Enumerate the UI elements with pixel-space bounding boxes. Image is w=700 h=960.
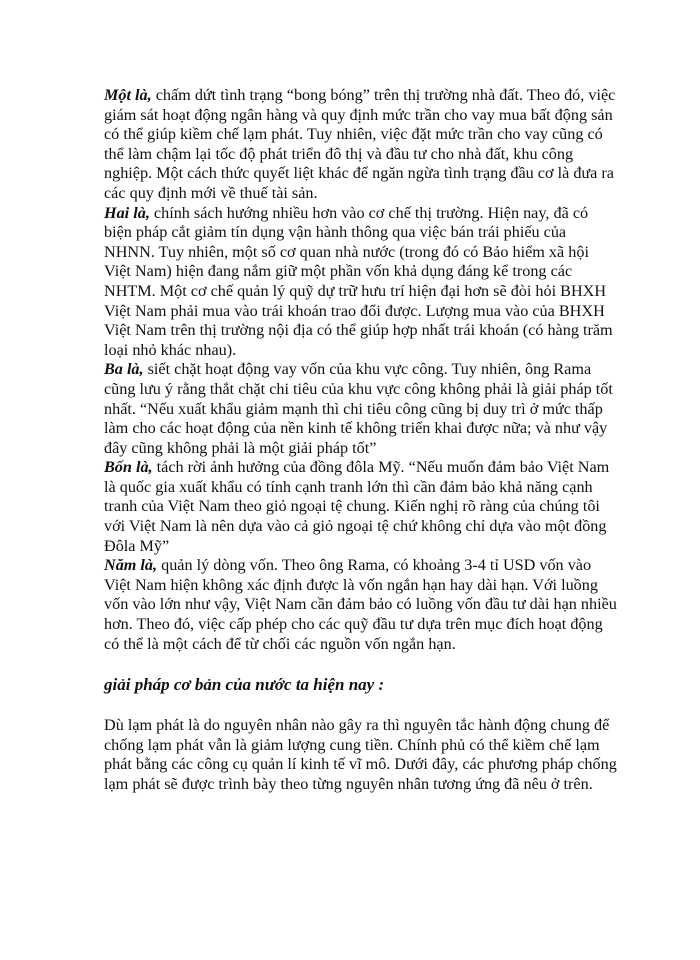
paragraph-lead: Bốn là, <box>104 458 153 477</box>
document-page <box>104 86 619 795</box>
paragraph-bon-la <box>104 458 619 556</box>
paragraph-text: tách rời ảnh hưởng của đồng đôla Mỹ. “Nếu muốn đảm bảo Việt Nam là quốc gia xuất khẩu có tính cạnh tranh lớn thì cần đảm bảo khả năng cạnh tranh của Việt Nam theo giỏ ngoại tệ chung. Kiến nghị rõ ràng của chúng tôi với Việt Nam là nên dựa vào cả giỏ ngoại tệ chứ không chỉ dựa vào một đồng Đôla Mỹ” <box>104 458 610 555</box>
section-paragraph: Dù lạm phát là do nguyên nhân nào gây ra thì nguyên tắc hành động chung để chống lạm phát vẫn là giảm lượng cung tiền. Chính phủ có thể kiềm chế lạm phát bằng các công cụ quản lí kinh tế vĩ mô. Dưới đây, các phương pháp chống lạm phát sẽ được trình bày theo từng nguyên nhân tương ứng đã nêu ở trên. <box>104 716 617 793</box>
paragraph-nam-la <box>104 556 619 654</box>
paragraph-mot-la <box>104 86 619 204</box>
paragraph-lead: Hai là, <box>104 203 150 222</box>
paragraph-ba-la <box>104 360 619 458</box>
paragraph-lead: Một là, <box>104 86 152 104</box>
paragraph-text: siết chặt hoạt động vay vốn của khu vực công. Tuy nhiên, ông Rama cũng lưu ý rằng thắt chặt chi tiêu của khu vực công không phải là giải pháp tốt nhất. “Nếu xuất khẩu giảm mạnh thì chi tiêu công cũng bị duy trì ở mức thấp làm cho các hoạt động của nền kinh tế không triển khai được nữa; và như vậy đây cũng không phải là một giải pháp tốt” <box>104 360 613 457</box>
paragraph-text: chính sách hướng nhiều hơn vào cơ chế thị trường. Hiện nay, đã có biện pháp cắt giảm tín dụng vận hành thông qua việc bán trái phiếu của NHNN. Tuy nhiên, một số cơ quan nhà nước (trong đó có Bảo hiểm xã hội Việt Nam) hiện đang nắm giữ một phần vốn khả dụng đáng kể trong các NHTM. Một cơ chế quản lý quỹ dự trữ hưu trí hiện đại hơn sẽ đòi hỏi BHXH Việt Nam phải mua vào trái khoán trao đổi được. Lượng mua vào của BHXH Việt Nam trên thị trường nội địa có thể giúp hợp nhất trái khoán (có hàng trăm loại nhỏ khác nhau). <box>104 203 613 359</box>
paragraph-lead: Ba là, <box>104 360 144 379</box>
section-heading: giải pháp cơ bản của nước ta hiện nay : <box>104 675 385 695</box>
paragraph-hai-la <box>104 204 619 361</box>
paragraph-lead: Năm là, <box>104 556 158 575</box>
paragraph-text: chấm dứt tình trạng “bong bóng” trên thị trường nhà đất. Theo đó, việc giám sát hoạt động ngân hàng và quy định mức trần cho vay mua bất động sản có thể giúp kiềm chế lạm phát. Tuy nhiên, việc đặt mức trần cho vay cũng có thể làm chậm lại tốc độ phát triển đô thị và đầu tư cho nhà đất, khu công nghiệp. Một cách thức quyết liệt khác để ngăn ngừa tình trạng đầu cơ là đưa ra các quy định mới về thuế tài sản. <box>104 86 616 202</box>
paragraph-text: quản lý dòng vốn. Theo ông Rama, có khoảng 3-4 tỉ USD vốn vào Việt Nam hiện không xác định được là vốn ngắn hạn hay dài hạn. Với luồng vốn vào lớn như vậy, Việt Nam cần đảm bảo có luồng vốn đầu tư dài hạn nhiều hơn. Theo đó, việc cấp phép cho các quỹ đầu tư dựa trên mục đích hoạt động có thể là một cách để từ chối các nguồn vốn ngắn hạn. <box>104 556 617 653</box>
